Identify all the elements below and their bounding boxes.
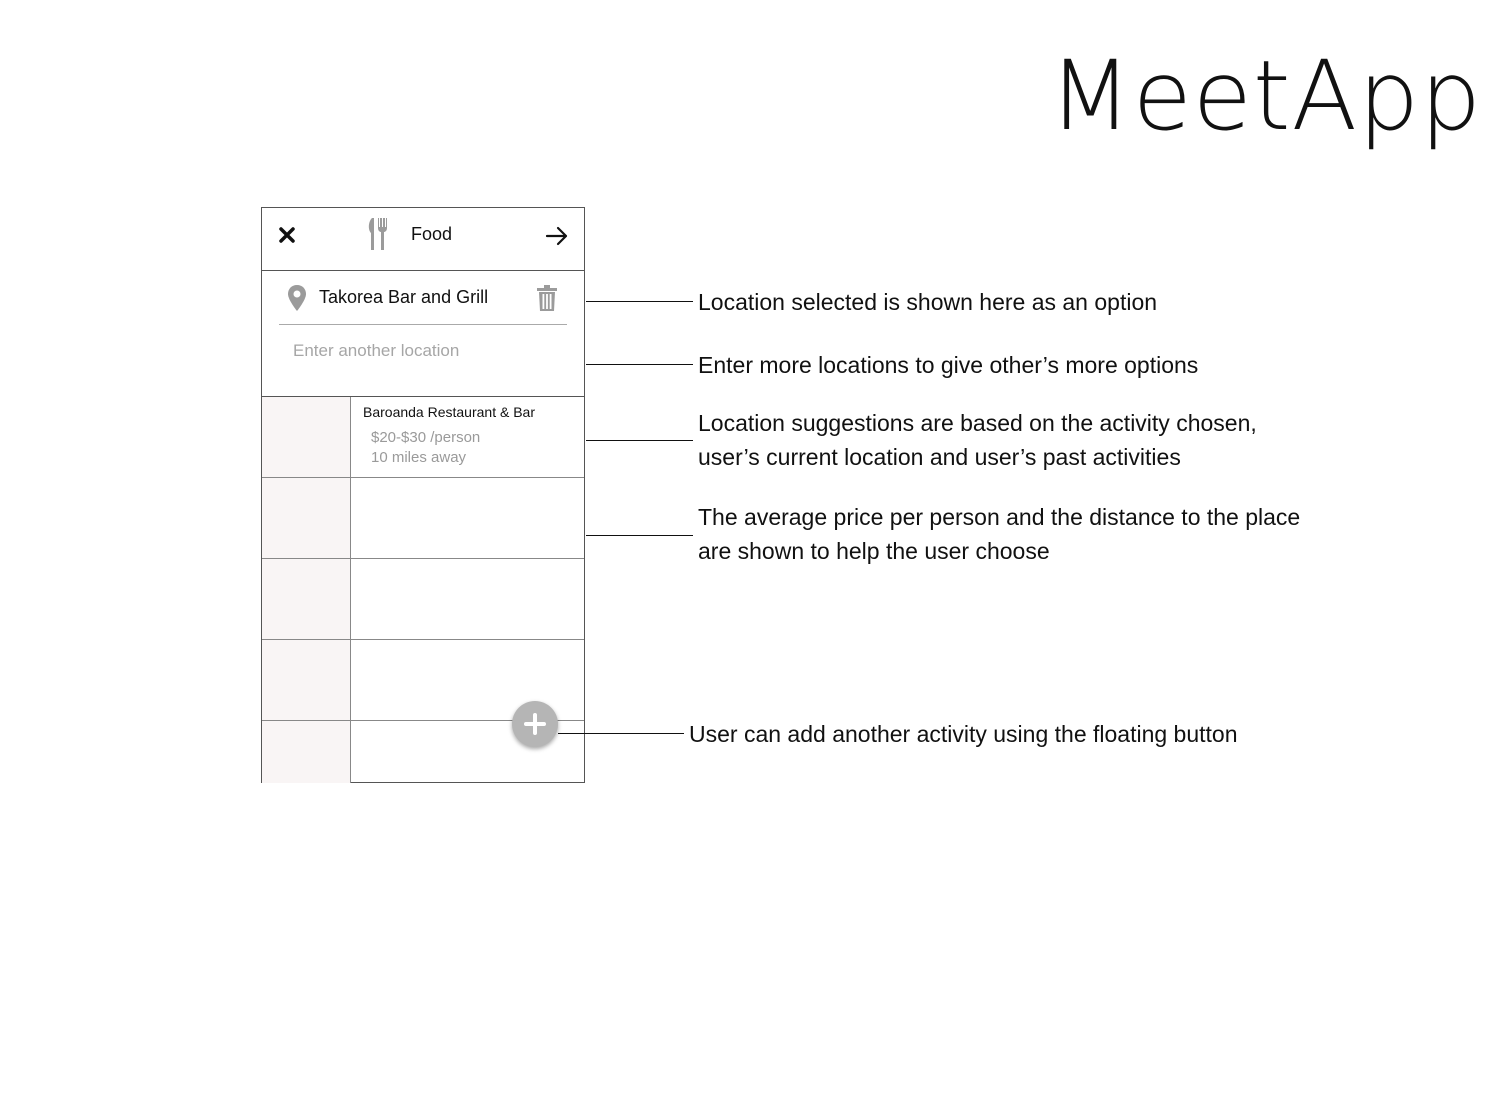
- app-title: MeetApp: [1048, 40, 1482, 152]
- connector-line: [558, 733, 684, 734]
- annotation-location-selected: Location selected is shown here as an option: [698, 289, 1158, 315]
- annotation-suggestions-line-1: Location suggestions are based on the activity chosen,: [698, 410, 1257, 436]
- map-pin-icon: [287, 284, 307, 312]
- annotation-suggestions-line-2: user’s current location and user’s past activities: [698, 444, 1181, 470]
- fork-knife-icon: [366, 216, 388, 252]
- list-item[interactable]: [262, 397, 584, 478]
- list-item[interactable]: [262, 559, 584, 640]
- phone-mockup: [261, 207, 585, 783]
- annotation-price-line-1: The average price per person and the distance to the place: [698, 504, 1301, 530]
- connector-line: [586, 440, 693, 441]
- place-price: $20-$30 /person: [371, 429, 481, 446]
- connector-line: [586, 301, 693, 302]
- place-name: Baroanda Restaurant & Bar: [363, 404, 535, 420]
- location-panel: [262, 271, 584, 397]
- place-thumbnail: [262, 397, 351, 477]
- place-thumbnail: [262, 640, 351, 720]
- connector-line: [586, 535, 693, 536]
- trash-icon[interactable]: [536, 284, 558, 312]
- place-thumbnail: [262, 559, 351, 639]
- add-activity-button[interactable]: [512, 701, 558, 747]
- place-thumbnail: [262, 478, 351, 558]
- divider: [279, 324, 567, 325]
- annotation-fab: User can add another activity using the floating button: [689, 721, 1238, 747]
- annotation-price-line-2: are shown to help the user choose: [698, 538, 1050, 564]
- arrow-right-icon[interactable]: [544, 223, 570, 249]
- place-thumbnail: [262, 721, 351, 783]
- location-input[interactable]: [286, 335, 570, 367]
- selected-location: Takorea Bar and Grill: [319, 287, 489, 307]
- app-header: [262, 208, 584, 271]
- annotation-enter-more: Enter more locations to give other’s more options: [698, 352, 1199, 378]
- close-icon[interactable]: [276, 224, 298, 246]
- category-label: Food: [411, 224, 453, 244]
- connector-line: [586, 364, 693, 365]
- list-item[interactable]: [262, 478, 584, 559]
- plus-icon: [523, 712, 547, 736]
- place-distance: 10 miles away: [371, 449, 467, 466]
